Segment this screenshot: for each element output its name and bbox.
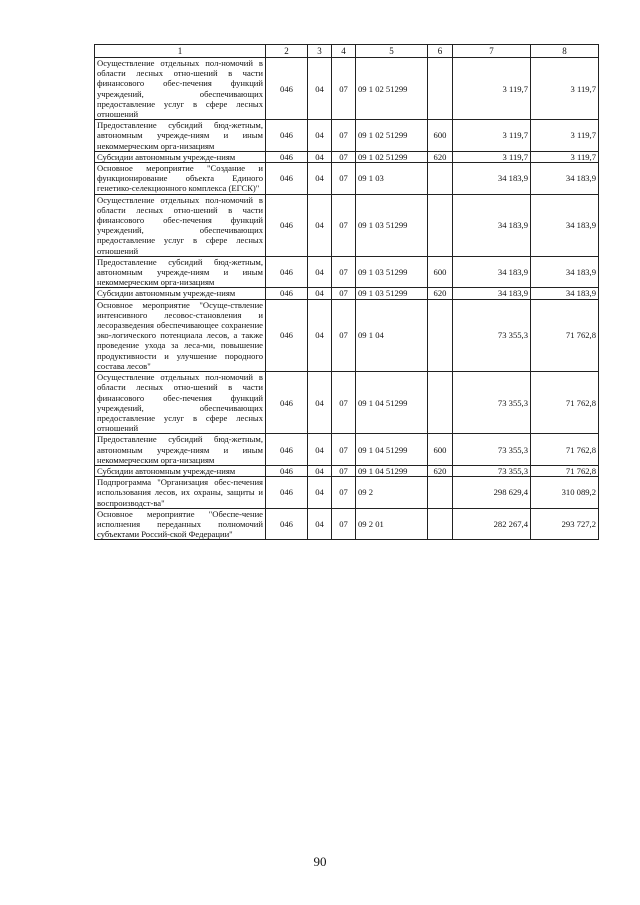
row-subsection-code: 07	[332, 508, 356, 540]
row-subsection-code: 07	[332, 288, 356, 299]
table-row	[95, 372, 599, 434]
table-row	[95, 465, 599, 476]
row-name: Субсидии автономным учрежде-ниям	[95, 465, 266, 476]
row-amount-1: 73 355,3	[453, 372, 531, 434]
row-amount-1: 3 119,7	[453, 58, 531, 120]
row-expense-type	[428, 58, 453, 120]
table-row	[95, 58, 599, 120]
header-col-7: 7	[453, 45, 531, 58]
row-name: Основное мероприятие "Обеспе-чение исполнения переданных полномочий субъектами Россий-ской Федерации"	[95, 508, 266, 540]
row-section-code: 04	[308, 434, 332, 466]
row-expense-type	[428, 194, 453, 256]
row-amount-1: 34 183,9	[453, 194, 531, 256]
row-ministry-code: 046	[266, 256, 308, 288]
row-target-code: 09 1 04 51299	[356, 434, 428, 466]
row-amount-1: 298 629,4	[453, 477, 531, 509]
row-amount-1: 3 119,7	[453, 120, 531, 152]
row-amount-1: 34 183,9	[453, 256, 531, 288]
row-expense-type	[428, 299, 453, 371]
row-amount-1: 3 119,7	[453, 151, 531, 162]
row-expense-type	[428, 163, 453, 195]
row-section-code: 04	[308, 477, 332, 509]
row-amount-1: 34 183,9	[453, 288, 531, 299]
row-name: Субсидии автономным учрежде-ниям	[95, 151, 266, 162]
row-target-code: 09 1 03 51299	[356, 288, 428, 299]
row-subsection-code: 07	[332, 434, 356, 466]
row-expense-type: 600	[428, 120, 453, 152]
row-section-code: 04	[308, 194, 332, 256]
row-section-code: 04	[308, 299, 332, 371]
row-ministry-code: 046	[266, 151, 308, 162]
row-name: Основное мероприятие "Создание и функционирование объекта Единого генетико-селекционного комплекса (ЕГСК)"	[95, 163, 266, 195]
row-target-code: 09 1 03	[356, 163, 428, 195]
table-row	[95, 434, 599, 466]
table-row	[95, 508, 599, 540]
row-target-code: 09 1 02 51299	[356, 58, 428, 120]
row-target-code: 09 1 02 51299	[356, 120, 428, 152]
row-name: Осуществление отдельных пол-номочий в области лесных отно-шений в части финансового обес-печения функций учреждений, обеспечивающих предоставление услуг в сфере лесных отношений	[95, 58, 266, 120]
row-target-code: 09 2 01	[356, 508, 428, 540]
row-amount-1: 34 183,9	[453, 163, 531, 195]
row-name: Осуществление отдельных пол-номочий в области лесных отно-шений в части финансового обес-печения функций учреждений, обеспечивающих предоставление услуг в сфере лесных отношений	[95, 372, 266, 434]
row-section-code: 04	[308, 120, 332, 152]
header-col-5: 5	[356, 45, 428, 58]
row-amount-1: 73 355,3	[453, 434, 531, 466]
row-section-code: 04	[308, 372, 332, 434]
row-section-code: 04	[308, 508, 332, 540]
table-row	[95, 288, 599, 299]
row-ministry-code: 046	[266, 299, 308, 371]
row-subsection-code: 07	[332, 465, 356, 476]
row-name: Осуществление отдельных пол-номочий в области лесных отно-шений в части финансового обес-печения функций учреждений, обеспечивающих предоставление услуг в сфере лесных отношений	[95, 194, 266, 256]
row-name: Предоставление субсидий бюд-жетным, автономным учрежде-ниям и иным некоммерческим орга-низациям	[95, 120, 266, 152]
table-row	[95, 299, 599, 371]
row-subsection-code: 07	[332, 299, 356, 371]
row-amount-2: 71 762,8	[531, 465, 599, 476]
row-ministry-code: 046	[266, 288, 308, 299]
row-amount-2: 71 762,8	[531, 299, 599, 371]
row-expense-type: 600	[428, 256, 453, 288]
table-row	[95, 194, 599, 256]
header-col-1: 1	[95, 45, 266, 58]
table-row	[95, 256, 599, 288]
row-subsection-code: 07	[332, 151, 356, 162]
row-target-code: 09 1 03 51299	[356, 194, 428, 256]
row-ministry-code: 046	[266, 58, 308, 120]
row-target-code: 09 1 04 51299	[356, 372, 428, 434]
row-subsection-code: 07	[332, 194, 356, 256]
row-amount-1: 73 355,3	[453, 299, 531, 371]
budget-table	[94, 44, 599, 540]
row-name: Предоставление субсидий бюд-жетным, автономным учрежде-ниям и иным некоммерческим орга-низациям	[95, 256, 266, 288]
row-subsection-code: 07	[332, 256, 356, 288]
row-amount-2: 3 119,7	[531, 58, 599, 120]
row-amount-2: 310 089,2	[531, 477, 599, 509]
header-col-3: 3	[308, 45, 332, 58]
table-row	[95, 120, 599, 152]
row-amount-2: 34 183,9	[531, 256, 599, 288]
row-amount-2: 3 119,7	[531, 151, 599, 162]
row-name: Субсидии автономным учрежде-ниям	[95, 288, 266, 299]
row-expense-type	[428, 508, 453, 540]
row-section-code: 04	[308, 288, 332, 299]
row-expense-type: 620	[428, 465, 453, 476]
row-amount-2: 34 183,9	[531, 194, 599, 256]
row-section-code: 04	[308, 465, 332, 476]
row-amount-1: 73 355,3	[453, 465, 531, 476]
row-section-code: 04	[308, 151, 332, 162]
row-ministry-code: 046	[266, 434, 308, 466]
row-target-code: 09 1 04 51299	[356, 465, 428, 476]
row-ministry-code: 046	[266, 163, 308, 195]
row-section-code: 04	[308, 58, 332, 120]
row-ministry-code: 046	[266, 120, 308, 152]
row-amount-2: 34 183,9	[531, 288, 599, 299]
header-col-6: 6	[428, 45, 453, 58]
row-name: Основное мероприятие "Осуще-ствление интенсивного лесовос-становления и лесоразведения обеспечивающее сохранение эко-логического потенциала лесов, а также проведение ухода за леса-ми, повышение продуктивности и улучшение породного состава лесов"	[95, 299, 266, 371]
row-ministry-code: 046	[266, 477, 308, 509]
row-ministry-code: 046	[266, 508, 308, 540]
row-ministry-code: 046	[266, 194, 308, 256]
row-section-code: 04	[308, 256, 332, 288]
row-amount-2: 293 727,2	[531, 508, 599, 540]
page-number: 90	[313, 854, 327, 869]
table-row	[95, 151, 599, 162]
row-subsection-code: 07	[332, 120, 356, 152]
row-subsection-code: 07	[332, 372, 356, 434]
row-expense-type: 620	[428, 288, 453, 299]
row-subsection-code: 07	[332, 163, 356, 195]
header-col-2: 2	[266, 45, 308, 58]
row-section-code: 04	[308, 163, 332, 195]
row-amount-1: 282 267,4	[453, 508, 531, 540]
row-amount-2: 3 119,7	[531, 120, 599, 152]
row-target-code: 09 1 02 51299	[356, 151, 428, 162]
row-target-code: 09 1 04	[356, 299, 428, 371]
row-amount-2: 71 762,8	[531, 372, 599, 434]
row-amount-2: 34 183,9	[531, 163, 599, 195]
row-name: Подпрограмма "Организация обес-печения использования лесов, их охраны, защиты и воспроизводст-ва"	[95, 477, 266, 509]
row-ministry-code: 046	[266, 465, 308, 476]
header-col-8: 8	[531, 45, 599, 58]
row-expense-type	[428, 372, 453, 434]
row-ministry-code: 046	[266, 372, 308, 434]
table-row	[95, 163, 599, 195]
header-row	[95, 45, 599, 58]
row-name: Предоставление субсидий бюд-жетным, автономным учрежде-ниям и иным некоммерческим орга-низациям	[95, 434, 266, 466]
row-expense-type: 600	[428, 434, 453, 466]
row-subsection-code: 07	[332, 58, 356, 120]
row-amount-2: 71 762,8	[531, 434, 599, 466]
row-expense-type: 620	[428, 151, 453, 162]
row-target-code: 09 2	[356, 477, 428, 509]
header-col-4: 4	[332, 45, 356, 58]
row-expense-type	[428, 477, 453, 509]
row-subsection-code: 07	[332, 477, 356, 509]
row-target-code: 09 1 03 51299	[356, 256, 428, 288]
table-row	[95, 477, 599, 509]
